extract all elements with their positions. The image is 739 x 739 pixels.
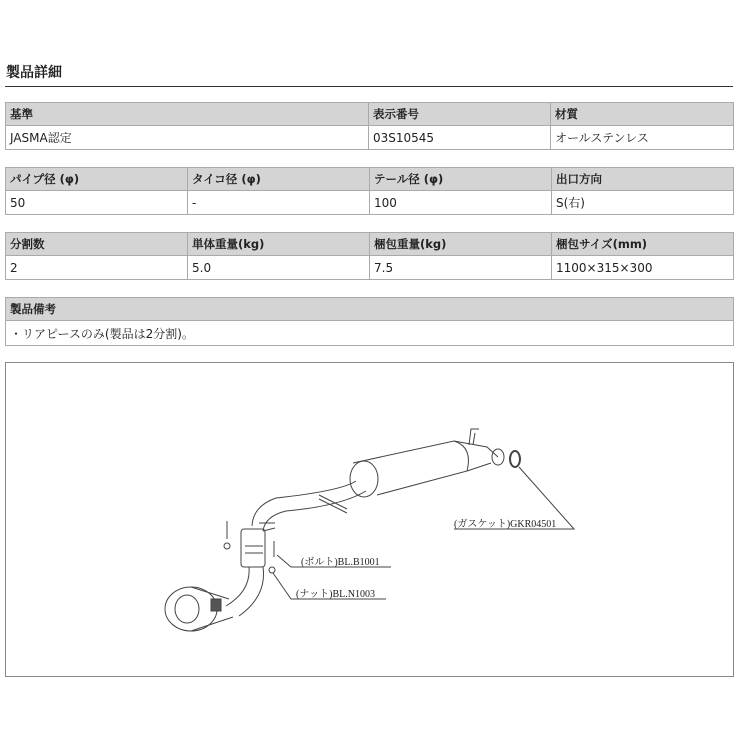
- notes-header: 製品備考: [6, 298, 734, 321]
- divider: [5, 86, 733, 87]
- spec-table-2: [5, 167, 734, 215]
- notes-table: [5, 297, 734, 346]
- value-display-number: 03S10545: [369, 126, 551, 150]
- spec-table-3: [5, 232, 734, 280]
- value-pipe-diameter: 50: [6, 191, 188, 215]
- value-package-size: 1100×315×300: [552, 256, 734, 280]
- leader-lines: [273, 467, 574, 599]
- value-pieces: 2: [6, 256, 188, 280]
- header-unit-weight: 単体重量(kg): [188, 233, 370, 256]
- spec-table-1: [5, 102, 734, 150]
- value-exit-direction: S(右): [552, 191, 734, 215]
- header-package-weight: 梱包重量(kg): [370, 233, 552, 256]
- header-standard: 基準: [6, 103, 369, 126]
- nut-label: (ナット)BL.N1003: [296, 589, 375, 600]
- exhaust-diagram: [5, 362, 734, 677]
- value-muffler-diameter: -: [188, 191, 370, 215]
- value-package-weight: 7.5: [370, 256, 552, 280]
- page-title: 製品詳細: [6, 65, 62, 81]
- header-material: 材質: [551, 103, 734, 126]
- value-standard: JASMA認定: [6, 126, 369, 150]
- header-exit-direction: 出口方向: [552, 168, 734, 191]
- header-package-size: 梱包サイズ(mm): [552, 233, 734, 256]
- header-muffler-diameter: タイコ径 (φ): [188, 168, 370, 191]
- header-display-number: 表示番号: [369, 103, 551, 126]
- header-pieces: 分割数: [6, 233, 188, 256]
- value-material: オールステンレス: [551, 126, 734, 150]
- gasket-label: (ガスケット)GKR04501: [454, 519, 557, 530]
- header-pipe-diameter: パイプ径 (φ): [6, 168, 188, 191]
- header-tail-diameter: テール径 (φ): [370, 168, 552, 191]
- value-unit-weight: 5.0: [188, 256, 370, 280]
- bolt-label: (ボルト)BL.B1001: [301, 557, 380, 568]
- muffler-illustration: [165, 429, 520, 631]
- value-tail-diameter: 100: [370, 191, 552, 215]
- notes-text: ・リアピースのみ(製品は2分割)。: [6, 321, 734, 346]
